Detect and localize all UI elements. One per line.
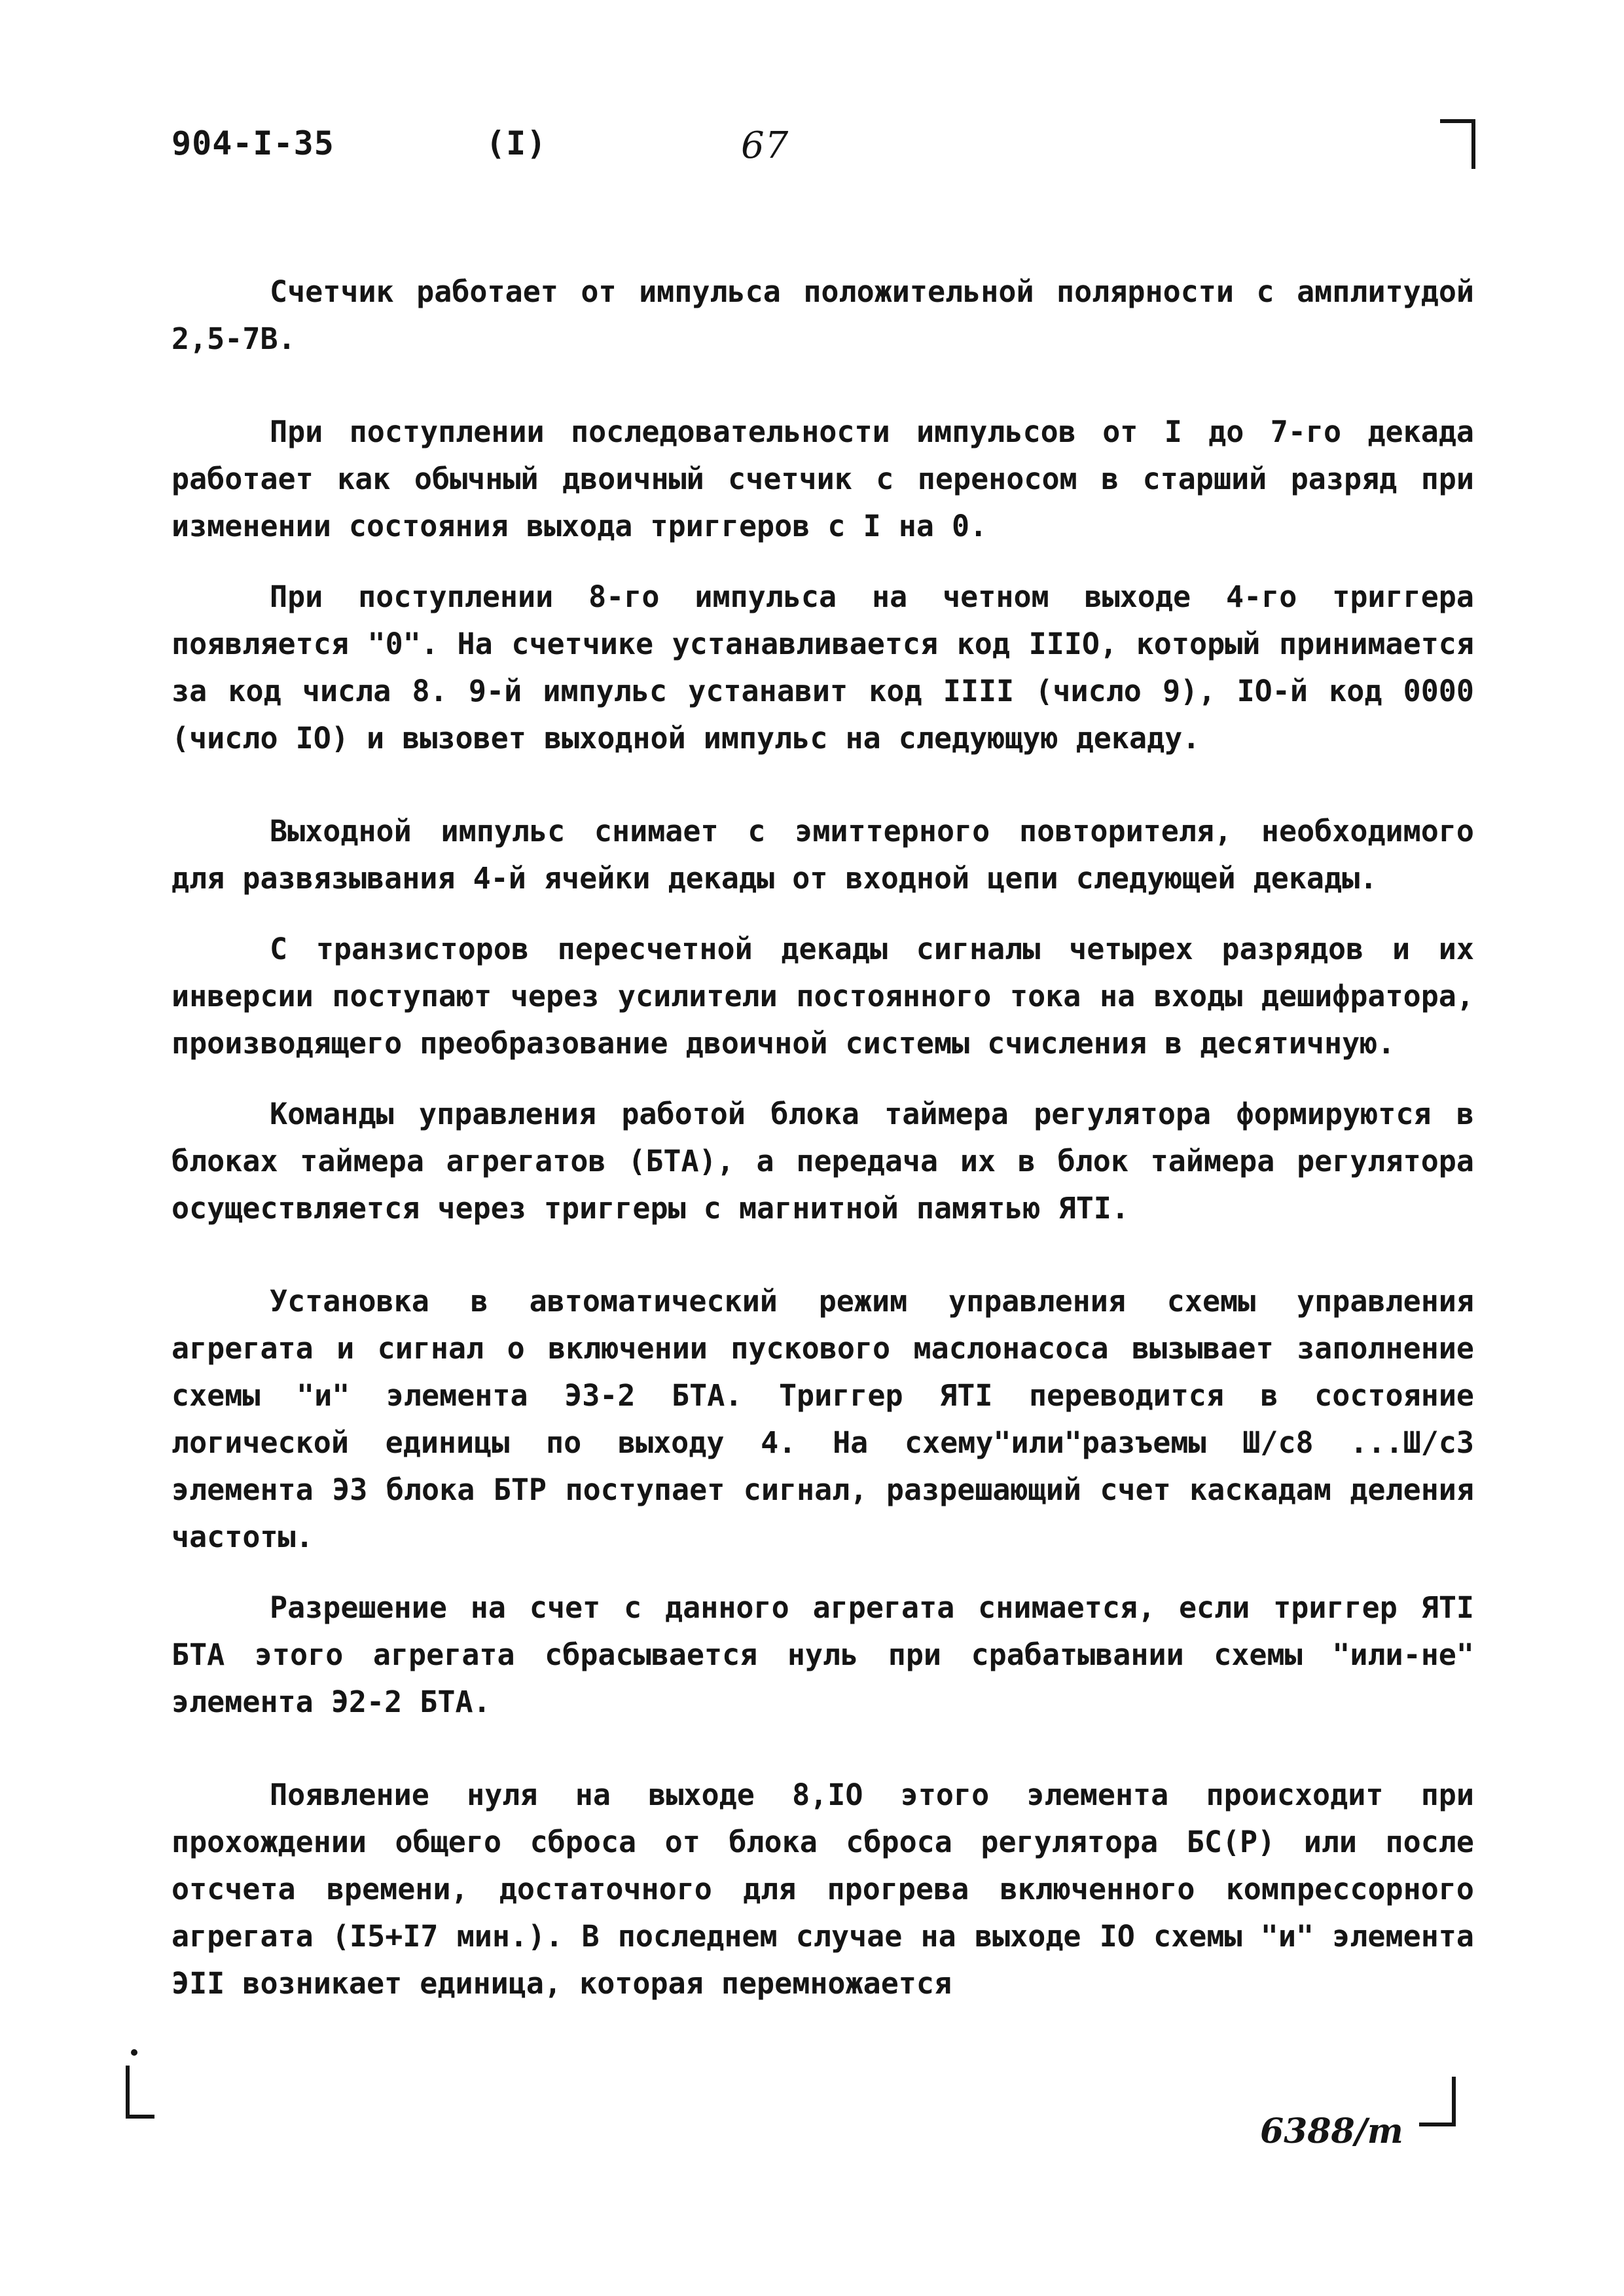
paragraph-output-pulse: Выходной импульс снимает с эмиттерного повторителя, необходимого для развязывания 4-й ячейки декады от входной цепи следующей декады.: [171, 814, 1474, 896]
document-code: 904-I-35: [171, 124, 334, 162]
paragraph-count-permission: Разрешение на счет с данного агрегата снимается, если триггер ЯТI БТА этого агрегата сбрасывается нуль при срабатывании схемы "или-не" элемента Э2-2 БТА.: [171, 1590, 1474, 1719]
body-text: [171, 268, 1474, 2031]
bottom-right-corner-mark: [1419, 2077, 1456, 2126]
bottom-left-corner-mark: [126, 2066, 154, 2119]
paragraph-decoder: С транзисторов пересчетной декады сигналы четырех разрядов и их инверсии поступают через усилители постоянного тока на входы дешифратора, производящего преобразование двоичной системы счисления в десятичную.: [171, 932, 1474, 1061]
bottom-left-dot-mark: [131, 2049, 137, 2056]
paragraph-zero-appearance: Появление нуля на выходе 8,IO этого элемента происходит при прохождении общего сброса от блока сброса регулятора БС(Р) или после отсчета времени, достаточного для прогрева включенного компрессорного агрегата (I5+I7 мин.). В последнем случае на выходе IO схемы "и" элемента ЭII возникает единица, которая перемножается: [171, 1777, 1474, 2001]
volume-number: (I): [486, 124, 547, 162]
paragraph-counter-polarity: Счетчик работает от импульса положительной полярности с амплитудой 2,5-7В.: [171, 274, 1474, 356]
footer-code: 6388/т: [1260, 2111, 1403, 2151]
top-right-corner-mark: [1440, 119, 1475, 169]
paragraph-binary-counter: При поступлении последовательности импульсов от I до 7-го декада работает как обычный двоичный счетчик с переносом в старший разряд при изменении состояния выхода триггеров с I на 0.: [171, 414, 1474, 543]
paragraph-eighth-pulse: При поступлении 8-го импульса на четном выходе 4-го триггера появляется "0". На счетчике устанавливается код IIIO, который принимается за код числа 8. 9-й импульс устанавит код IIII (число 9), IO-й код 0000 (число IO) и вызовет выходной импульс на следующую декаду.: [171, 579, 1474, 756]
page-number: 67: [741, 124, 789, 167]
paragraph-timer-commands: Команды управления работой блока таймера регулятора формируются в блоках таймера агрегатов (БТА), а передача их в блок таймера регулятора осуществляется через триггеры с магнитной памятью ЯТI.: [171, 1097, 1474, 1226]
paragraph-auto-mode: Установка в автоматический режим управления схемы управления агрегата и сигнал о включении пускового маслонасоса вызывает заполнение схемы "и" элемента ЭЗ-2 БТА. Триггер ЯТI переводится в состояние логической единицы по выходу 4. На схему"или"разъемы Ш/с8 ...Ш/с3 элемента ЭЗ блока БТР поступает сигнал, разрешающий счет каскадам деления частоты.: [171, 1284, 1474, 1554]
